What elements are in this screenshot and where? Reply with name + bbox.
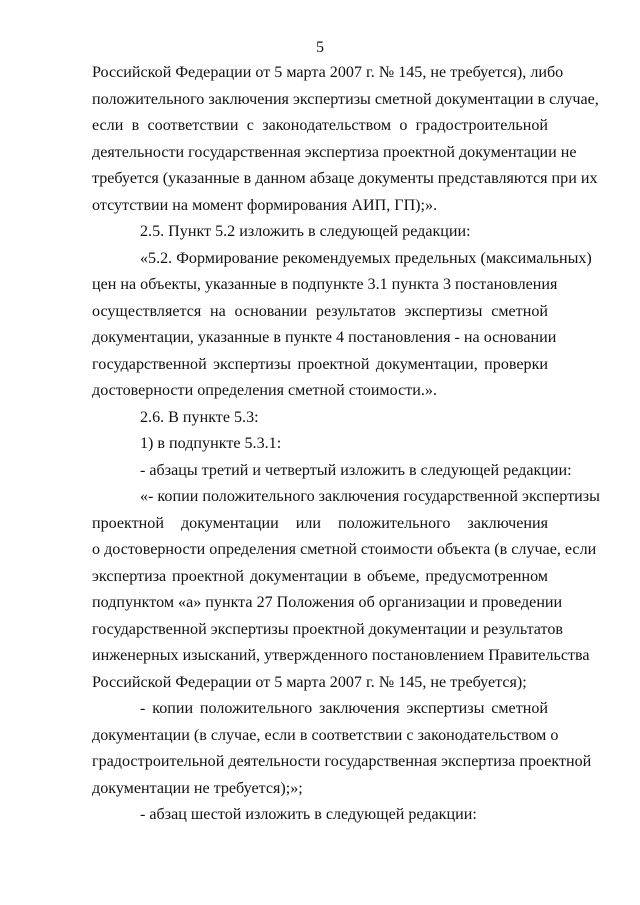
- text-line: осуществляется на основании результатов экспертизы сметной: [92, 302, 548, 320]
- text-line: 2.6. В пункте 5.3:: [140, 408, 259, 426]
- document-body: [92, 60, 600, 829]
- text-line: документации, указанные в пункте 4 постановления - на основании: [92, 329, 557, 346]
- text-line: подпунктом «а» пункта 27 Положения об организации и проведении: [92, 594, 563, 611]
- text-line: Российской Федерации от 5 марта 2007 г. № 145, не требуется);: [92, 673, 527, 691]
- text-line: цен на объекты, указанные в подпункте 3.1 пункта 3 постановления: [92, 276, 558, 293]
- text-line: - копии положительного заключения экспертизы сметной: [140, 700, 548, 717]
- text-line: «- копии положительного заключения государственной экспертизы: [140, 488, 600, 505]
- text-line: 2.5. Пункт 5.2 изложить в следующей редакции:: [140, 223, 471, 240]
- text-line: экспертиза проектной документации в объеме, предусмотренном: [92, 567, 548, 585]
- text-line: Российской Федерации от 5 марта 2007 г. № 145, не требуется), либо: [92, 64, 564, 81]
- text-line: требуется (указанные в данном абзаце документы представляются при их: [92, 170, 598, 187]
- text-line: градостроительной деятельности государственная экспертиза проектной: [92, 753, 592, 770]
- text-line: отсутствии на момент формирования АИП, ГП);».: [92, 196, 438, 214]
- text-line: деятельности государственная экспертиза проектной документации не: [92, 143, 577, 161]
- text-line: проектной документации или положительного заключения: [92, 514, 548, 532]
- text-line: документации не требуется);»;: [92, 779, 303, 797]
- text-line: государственной экспертизы проектной документации, проверки: [92, 355, 548, 373]
- text-line: о достоверности определения сметной стоимости объекта (в случае, если: [92, 541, 597, 558]
- text-line: 1) в подпункте 5.3.1:: [140, 435, 282, 452]
- text-line: положительного заключения экспертизы сметной документации в случае,: [92, 90, 599, 108]
- text-line: достоверности определения сметной стоимости.».: [92, 382, 437, 399]
- text-line: «5.2. Формирование рекомендуемых предельных (максимальных): [140, 249, 592, 267]
- text-line: - абзацы третий и четвертый изложить в следующей редакции:: [140, 461, 572, 479]
- text-line: документации (в случае, если в соответствии с законодательством о: [92, 726, 559, 744]
- text-line: - абзац шестой изложить в следующей редакции:: [140, 806, 477, 823]
- text-line: если в соответствии с законодательством о градостроительной: [92, 117, 548, 134]
- text-line: государственной экспертизы проектной документации и результатов: [92, 620, 563, 638]
- page-number: 5: [316, 39, 324, 56]
- text-line: инженерных изысканий, утвержденного постановлением Правительства: [92, 647, 590, 664]
